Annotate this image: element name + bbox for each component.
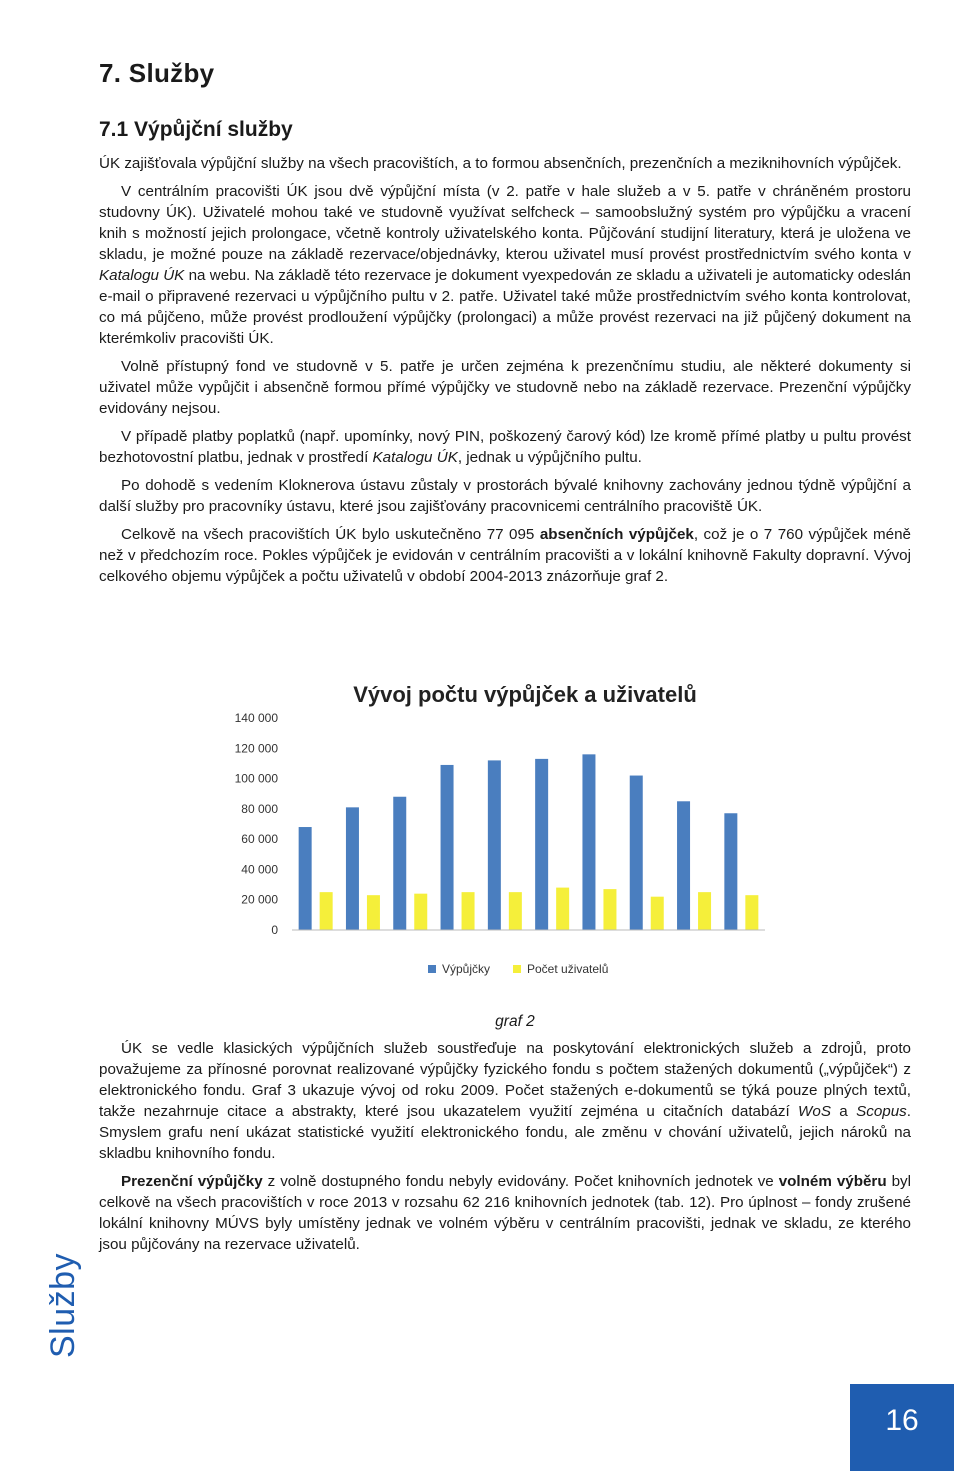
catalog-name: Katalogu ÚK [99, 267, 185, 284]
bar-vypujcky [630, 776, 643, 930]
y-tick-label: 120 000 [234, 741, 278, 756]
subsection-heading: 7.1 Výpůjční služby [99, 118, 293, 141]
bars [299, 754, 759, 930]
bold-term: Prezenční výpůjčky [121, 1173, 263, 1190]
legend-label: Výpůjčky [442, 962, 491, 976]
bar-vypujcky [582, 754, 595, 930]
figure-caption: graf 2 [495, 1013, 535, 1030]
y-axis [235, 711, 279, 937]
chapter-side-label: Služby [44, 1252, 82, 1358]
y-tick-label: 140 000 [234, 711, 278, 725]
bar-vypujcky [677, 801, 690, 930]
bar-vypujcky [441, 765, 454, 930]
bar-vypujcky [724, 813, 737, 930]
bar-pocet-uzivatelu [651, 897, 664, 930]
bar-pocet-uzivatelu [603, 889, 616, 930]
paragraph-1: ÚK zajišťovala výpůjční služby na všech pracovištích, a to formou absenčních, prezenčních a meziknihovních výpůjček. [99, 155, 902, 172]
page-number: 16 [885, 1404, 919, 1437]
bar-vypujcky [488, 760, 501, 930]
bold-term: absenčních výpůjček [539, 526, 694, 543]
body-text-lower [99, 1038, 911, 1262]
bar-pocet-uzivatelu [698, 892, 711, 930]
y-tick-label: 0 [271, 923, 278, 937]
legend-swatch [428, 965, 436, 973]
paragraph-7: ÚK se vedle klasických výpůjčních služeb soustřeďuje na poskytování elektronických služeb a zdrojů, proto považujeme za přínosné porovnat realizované výpůjčky fyzického fondu s počtem stažených dokumentů („výpůjček“) z elektronického fondu. Graf 3 ukazuje vývoj od roku 2009. Počet stažených e-dokumentů se týká pouze plných textů, takže nezahrnuje citace a abstrakty, které jsou ukazatelem využití zejména u citačních databází WoS a Scopus. Smyslem grafu není ukázat statistické využití elektronického fondu, ale změnu v chování uživatelů, jejich nároků na skladbu knihovního fondu. [99, 1040, 911, 1162]
paragraph-2: V centrálním pracovišti ÚK jsou dvě výpůjční místa (v 2. patře v hale služeb a v 5. patře v chráněném prostoru studovny ÚK). Uživatelé mohou také ve studovně využívat selfcheck – samoobslužný systém pro výpůjčku a vracení knih s možností jejich prolongace, včetně kontroly uživatelského konta. Půjčování studijní literatury, která je uložena ve skladu, je možné pouze na základě rezervace/objednávky, kterou uživatel musí provést prostřednictvím svého konta v Katalogu ÚK na webu. Na základě této rezervace je dokument vyexpedován ze skladu a uživateli je automaticky odeslán e-mail o připravené rezervaci u výpůjčního pultu v 2. patře. Uživatel také může prostřednictvím svého konta kontrolovat, co má půjčeno, může provést prodloužení výpůjčky (prolongaci) a může provést rezervaci na již půjčený dokument na kterémkoliv pracovišti ÚK. [99, 183, 912, 347]
chart-title: Vývoj počtu výpůjček a uživatelů [353, 682, 697, 707]
bar-pocet-uzivatelu [745, 895, 758, 930]
section-heading: 7. Služby [99, 58, 215, 88]
paragraph-3: Volně přístupný fond ve studovně v 5. patře je určen zejména k prezenčnímu studiu, ale některé dokumenty si uživatel může vypůjčit i absenčně formou přímé výpůjčky ve studovně nebo na základě rezervace. Prezenční výpůjčky evidovány nejsou. [99, 358, 911, 417]
bar-pocet-uzivatelu [367, 895, 380, 930]
paragraph-8: Prezenční výpůjčky z volně dostupného fondu nebyly evidovány. Počet knihovních jednotek ve volném výběru byl celkově na všech pracovištích v roce 2013 v rozsahu 62 216 knihovních jednotek (tab. 12). Pro úplnost – fondy zrušené lokální knihovny MÚVS byly umístěny jednak ve volném výběru v centrálním pracovišti, jednak ve skladu, ze kterého jsou půjčovány na rezervace uživatelů. [99, 1173, 911, 1253]
paragraph-4: V případě platby poplatků (např. upomínky, nový PIN, poškozený čarový kód) lze kromě přímé platby u pultu provést bezhotovostní platbu, jednak v prostředí Katalogu ÚK, jednak u výpůjčního pultu. [99, 428, 911, 466]
y-tick-label: 80 000 [241, 801, 278, 816]
bar-chart [200, 674, 780, 994]
database-scopus: Scopus [856, 1103, 907, 1120]
y-tick-label: 20 000 [241, 892, 278, 907]
bar-vypujcky [346, 807, 359, 930]
chart [200, 674, 780, 994]
bar-pocet-uzivatelu [320, 892, 333, 930]
bar-vypujcky [299, 827, 312, 930]
y-tick-label: 60 000 [241, 832, 278, 847]
bar-vypujcky [393, 797, 406, 930]
database-wos: WoS [798, 1103, 831, 1120]
paragraph-5: Po dohodě s vedením Kloknerova ústavu zůstaly v prostorách bývalé knihovny zachovány jednou týdně výpůjční a další služby pro pracovníky ústavu, které jsou zajišťovány pracovnicemi centrálního pracoviště ÚK. [99, 477, 911, 515]
paragraph-6: Celkově na všech pracovištích ÚK bylo uskutečněno 77 095 absenčních výpůjček, což je o 7 760 výpůjček méně než v předchozím roce. Pokles výpůjček je evidován v centrálním pracovišti a v lokální knihovně Fakulty dopravní. Vývoj celkového objemu výpůjček a počtu uživatelů v období 2004-2013 znázorňuje graf 2. [99, 526, 912, 585]
legend-swatch [513, 965, 521, 973]
y-tick-label: 100 000 [234, 771, 278, 786]
bar-pocet-uzivatelu [414, 894, 427, 930]
bar-vypujcky [535, 759, 548, 930]
body-text-upper [99, 153, 911, 594]
y-tick-label: 40 000 [241, 862, 278, 877]
bar-pocet-uzivatelu [462, 892, 475, 930]
catalog-name: Katalogu ÚK [372, 449, 458, 466]
legend [428, 962, 608, 976]
page-number-badge [850, 1384, 954, 1471]
bar-pocet-uzivatelu [556, 888, 569, 930]
bar-pocet-uzivatelu [509, 892, 522, 930]
bold-term: volném výběru [778, 1173, 887, 1190]
legend-label: Počet uživatelů [527, 962, 609, 976]
